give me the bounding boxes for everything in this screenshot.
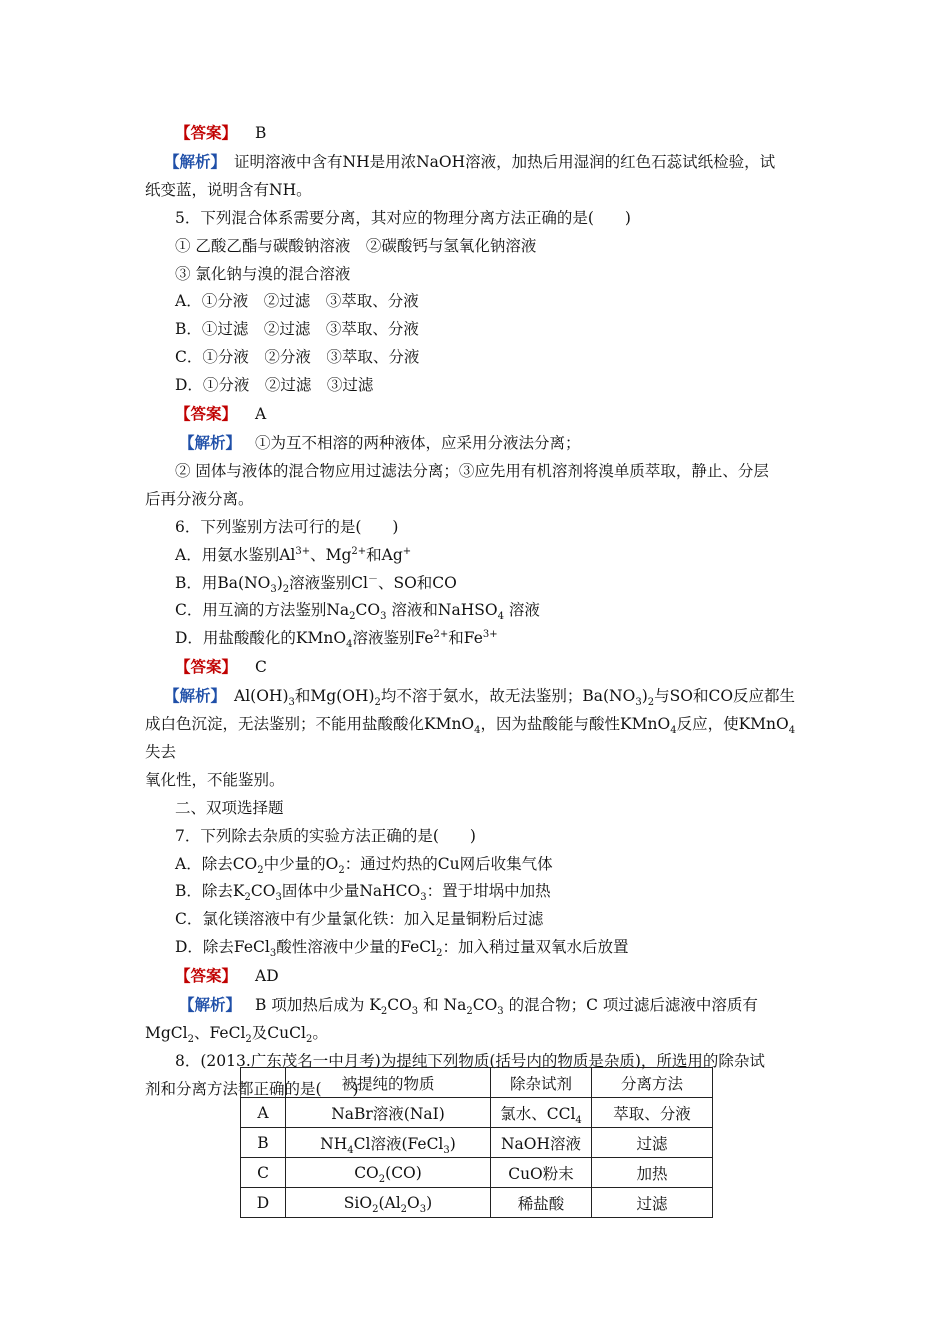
q6-stem: 6．下列鉴别方法可行的是( )	[175, 517, 399, 536]
q5-option-d: D．①分液 ②过滤 ③过滤	[175, 376, 374, 395]
table-header-row	[241, 1068, 713, 1098]
q7-option-d: D．除去FeCl$_3$酸性溶液中少量的FeCl$_2$：加入稍过量双氧水后放置	[175, 938, 629, 960]
header-cell: 被提纯的物质	[286, 1068, 491, 1098]
q5-option-a: A．①分液 ②过滤 ③萃取、分液	[175, 292, 419, 311]
answer-tag: 【答案】	[175, 123, 238, 142]
q5-option-c: C．①分液 ②分液 ③萃取、分液	[175, 348, 420, 367]
q5-analysis-text-1: ①为互不相溶的两种液体，应采用分液法分离；	[255, 433, 581, 452]
row-id-cell: A	[241, 1098, 286, 1128]
answer-tag: 【答案】	[175, 404, 238, 424]
reagent-cell: 氯水、CCl$_4$	[491, 1098, 592, 1128]
q6-option-b: B．用$Ba(NO_3)_2$溶液鉴别Cl－、SO和CO	[175, 573, 457, 595]
q5-analysis-line-3: 后再分液分离。	[145, 489, 254, 508]
analysis-tag: 【解析】	[164, 686, 227, 706]
q6-answer-line	[145, 653, 810, 682]
q7-option-b: B．除去$K_2CO_3$固体中少量NaHCO$_3$：置于坩埚中加热	[175, 882, 551, 904]
substance-cell: $CO_2(CO)$	[286, 1158, 491, 1188]
q6-option-c: C．用互滴的方法鉴别$Na_2CO_3$ 溶液和NaHSO$_4$ 溶液	[175, 601, 540, 623]
substance-cell: $NH_4Cl$溶液(FeCl$_3$)	[286, 1128, 491, 1158]
method-cell: 加热	[592, 1158, 713, 1188]
q5-items-line-1: ① 乙酸乙酯与碳酸钠溶液 ②碳酸钙与氢氧化钠溶液	[175, 236, 537, 255]
q7-option-c: C．氯化镁溶液中有少量氯化铁：加入足量铜粉后过滤	[175, 910, 544, 929]
q5-stem: 5．下列混合体系需要分离，其对应的物理分离方法正确的是( )	[175, 208, 631, 227]
table-row	[241, 1158, 713, 1188]
q7-stem: 7．下列除去杂质的实验方法正确的是( )	[175, 826, 476, 845]
substance-cell: $SiO_2(Al_2O_3)$	[286, 1188, 491, 1218]
q5-answer: A	[255, 405, 267, 424]
row-id-cell: D	[241, 1188, 286, 1218]
header-cell	[241, 1068, 286, 1098]
q7-answer: AD	[255, 967, 279, 986]
substance-cell: NaBr溶液(NaI)	[286, 1098, 491, 1128]
reagent-cell: CuO粉末	[491, 1158, 592, 1188]
reagent-cell: 稀盐酸	[491, 1188, 592, 1218]
q4-answer-line	[145, 119, 810, 148]
q5-items-line-2: ③ 氯化钠与溴的混合溶液	[175, 264, 351, 283]
q6-analysis-line-3: 氧化性，不能鉴别。	[145, 770, 285, 789]
header-cell: 分离方法	[592, 1068, 713, 1098]
q4-analysis-line-2: 纸变蓝，说明含有NH。	[145, 180, 312, 199]
q5-option-b: B．①过滤 ②过滤 ③萃取、分液	[175, 320, 419, 339]
answer-tag: 【答案】	[175, 966, 238, 986]
row-id-cell: B	[241, 1128, 286, 1158]
q5-analysis-line-2: ② 固体与液体的混合物应用过滤法分离；③应先用有机溶剂将溴单质萃取，静止、分层	[175, 461, 769, 480]
analysis-tag: 【解析】	[164, 151, 227, 171]
q7-analysis-line-1: 【解析】 B 项加热后成为 $K_2CO_3$ 和 $Na_2CO_3$ 的混合物；C 项过滤后滤液中溶质有	[179, 995, 758, 1018]
reagent-cell: NaOH溶液	[491, 1128, 592, 1158]
q4-answer: B	[255, 124, 267, 142]
q7-analysis-line-2: MgCl$_2$、FeCl$_2$及CuCl$_2$。	[145, 1024, 328, 1046]
table-row	[241, 1188, 713, 1218]
table-row	[241, 1098, 713, 1128]
q8-stem-line-1: 8．(2013.广东茂名一中月考)为提纯下列物质(括号内的物质是杂质)，所选用的除杂试	[175, 1051, 765, 1070]
q6-analysis-line-2: 成白色沉淀，无法鉴别；不能用盐酸酸化KMnO$_4$，因为盐酸能与酸性KMnO$_4$反应，使KMnO$_4$失去	[145, 715, 796, 761]
purification-table	[240, 1067, 713, 1218]
header-cell: 除杂试剂	[491, 1068, 592, 1098]
method-cell: 过滤	[592, 1188, 713, 1218]
q6-analysis-line-1: 【解析】 $Al(OH)_3$和$Mg(OH)_2$均不溶于氨水，故无法鉴别；$Ba(NO_3)_2$与SO和CO反应都生	[164, 686, 796, 709]
method-cell: 过滤	[592, 1128, 713, 1158]
table-row	[241, 1128, 713, 1158]
row-id-cell: C	[241, 1158, 286, 1188]
q6-option-a: A．用氨水鉴别$Al^{3+}$、$Mg^{2+}$和Ag+	[175, 545, 412, 564]
document-body	[145, 119, 810, 1104]
q6-option-d: D．用盐酸酸化的KMnO$_4$溶液鉴别$Fe^{2+}$和$Fe^{3+}$	[175, 629, 498, 651]
q7-answer-line	[145, 962, 810, 991]
q5-analysis-line-1	[145, 429, 810, 458]
q5-answer-line	[145, 400, 810, 429]
q8-stem-line-2: 剂和分离方法都正确的是( )	[145, 1079, 359, 1098]
analysis-tag: 【解析】	[179, 432, 242, 452]
q7-option-a: A．除去$CO_2$中少量的$O_2$：通过灼热的Cu网后收集气体	[175, 854, 553, 876]
method-cell: 萃取、分液	[592, 1098, 713, 1128]
q4-analysis-line-1	[145, 148, 810, 177]
q4-analysis-text-1: 证明溶液中含有NH是用浓NaOH溶液，加热后用湿润的红色石蕊试纸检验，试	[234, 152, 776, 171]
answer-tag: 【答案】	[175, 657, 238, 677]
section-heading-2: 二、双项选择题	[175, 798, 284, 817]
q6-answer: C	[255, 658, 267, 677]
analysis-tag: 【解析】	[179, 995, 242, 1015]
